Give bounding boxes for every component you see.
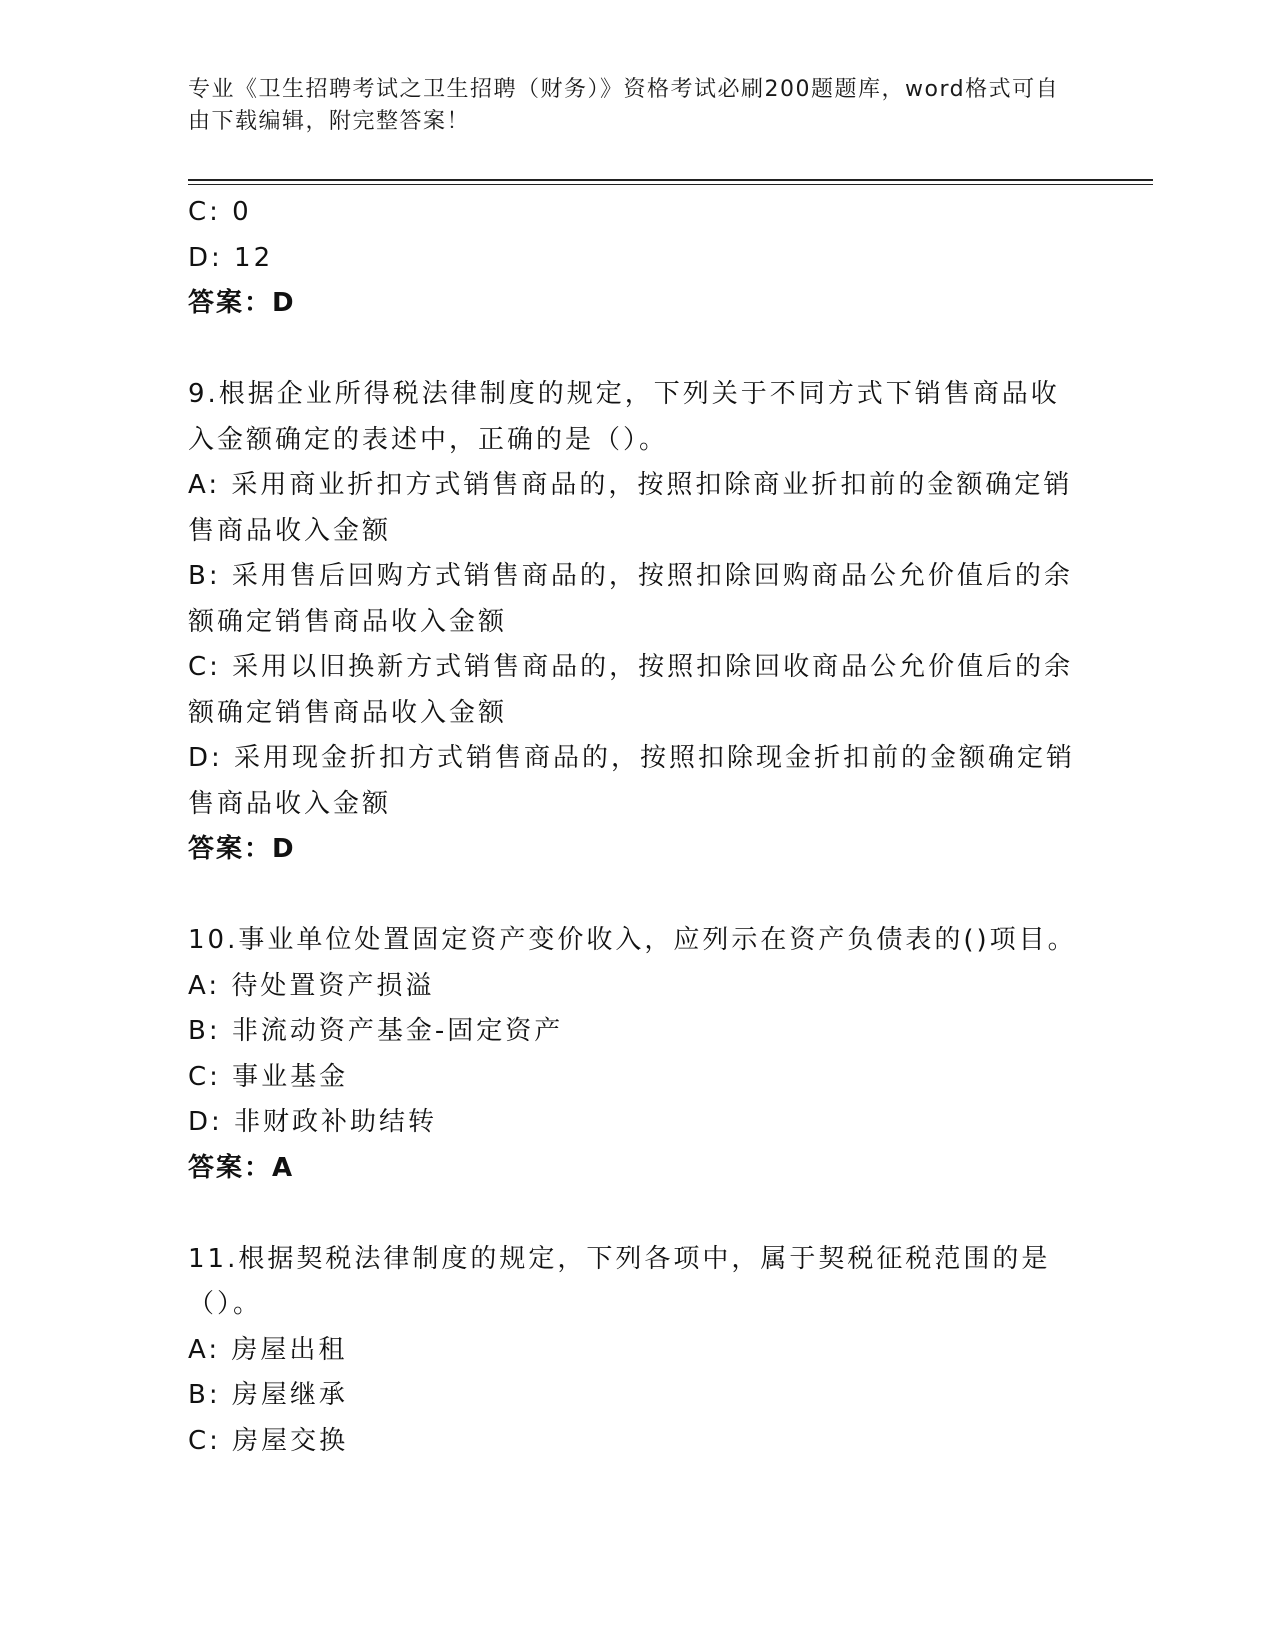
question-block-11	[188, 1237, 1078, 1465]
spacer	[188, 873, 1078, 919]
spacer	[188, 1191, 1078, 1237]
document-header-title: 专业《卫生招聘考试之卫生招聘（财务）》资格考试必刷200题题库，word格式可自由下载编辑，附完整答案！	[188, 77, 1060, 134]
option-b: B: 非流动资产基金-固定资产	[188, 1016, 564, 1046]
header-divider-thin	[188, 184, 1153, 185]
option-b: B: 房屋继承	[188, 1380, 348, 1410]
option-a: A: 采用商业折扣方式销售商品的，按照扣除商业折扣前的金额确定销售商品收入金额	[188, 470, 1073, 546]
option-a: A: 待处置资产损溢	[188, 970, 435, 1001]
option-d: D: 非财政补助结转	[188, 1107, 438, 1137]
spacer	[188, 327, 1078, 373]
option-a: A: 房屋出租	[188, 1334, 348, 1365]
question-block-9	[188, 372, 1078, 873]
question-stem: 11.根据契税法律制度的规定，下列各项中，属于契税征税范围的是（）。	[188, 1243, 1051, 1319]
answer-label: 答案：D	[188, 834, 296, 864]
question-block-10	[188, 918, 1078, 1191]
question-block-8	[188, 190, 1078, 327]
option-c: C: 房屋交换	[188, 1425, 349, 1456]
answer-label: 答案：A	[188, 1152, 295, 1183]
question-stem: 9.根据企业所得税法律制度的规定，下列关于不同方式下销售商品收入金额确定的表述中，正确的是（）。	[188, 379, 1060, 455]
option-b: B: 采用售后回购方式销售商品的，按照扣除回购商品公允价值后的余额确定销售商品收入金额	[188, 561, 1073, 637]
option-d: D: 12	[188, 242, 274, 273]
question-stem: 10.事业单位处置固定资产变价收入，应列示在资产负债表的()项目。	[188, 925, 1077, 955]
option-c: C: 事业基金	[188, 1061, 349, 1092]
header-divider-thick	[188, 179, 1153, 181]
option-c: C: 0	[188, 197, 252, 227]
option-c: C: 采用以旧换新方式销售商品的，按照扣除回收商品公允价值后的余额确定销售商品收入金额	[188, 652, 1074, 728]
answer-label: 答案：D	[188, 288, 296, 318]
option-d: D: 采用现金折扣方式销售商品的，按照扣除现金折扣前的金额确定销售商品收入金额	[188, 743, 1076, 819]
question-content	[188, 190, 1078, 1464]
